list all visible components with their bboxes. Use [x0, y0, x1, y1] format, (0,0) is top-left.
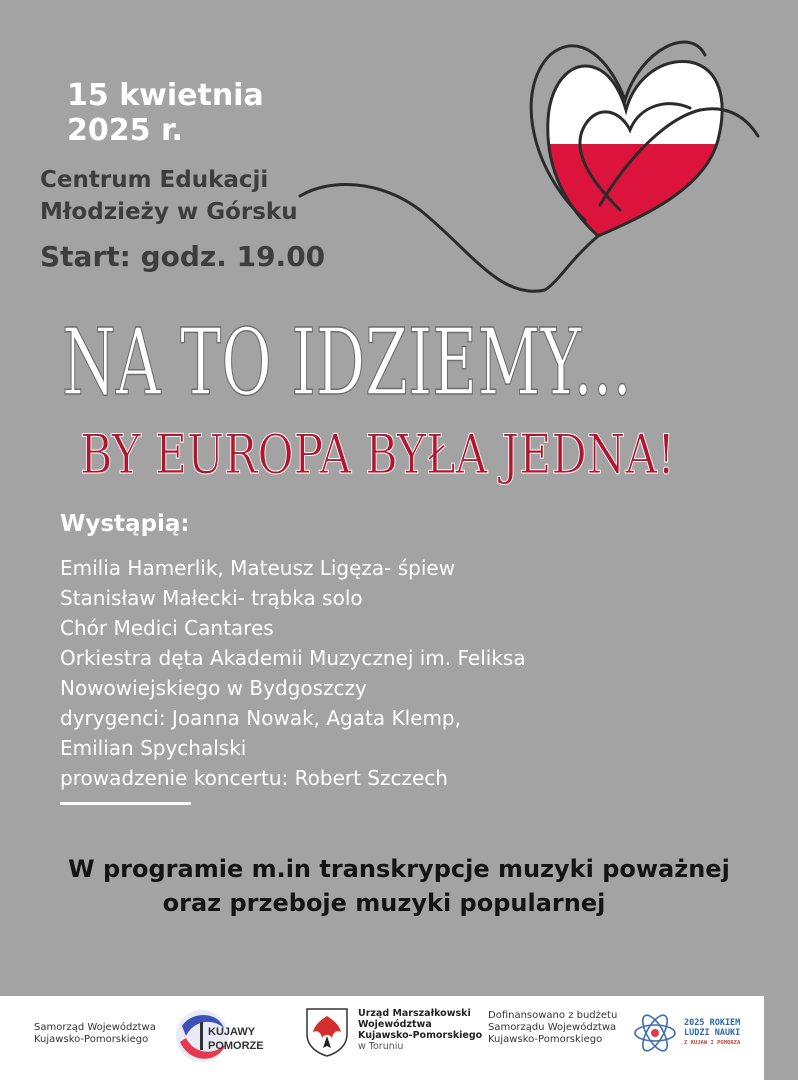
office-line: w Toruniu [358, 1041, 404, 1052]
performers-title: Wystąpią: [60, 511, 190, 537]
marshal-office [358, 1008, 482, 1052]
list-item: Chór Medici Cantares [60, 616, 274, 640]
sponsor-line: Kujawsko-Pomorskiego [34, 1034, 149, 1045]
pomorze-logo-text: POMORZE [208, 1040, 264, 1052]
funding-line: Dofinansowano z budżetu [488, 1010, 618, 1021]
science-line: Z KUJAW I POMORZA [684, 1040, 741, 1046]
subheadline [80, 418, 690, 488]
list-item: dyrygenci: Joanna Nowak, Agata Klemp, [60, 706, 461, 730]
headline-text: NA TO IDZIEMY... [62, 309, 632, 416]
program-line-1: W programie m.in transkrypcje muzyki poważnej [68, 855, 730, 883]
sponsor-line: Samorząd Województwa [34, 1022, 156, 1033]
funding-line: Kujawsko-Pomorskiego [488, 1034, 603, 1045]
venue-line-2: Młodzieży w Górsku [40, 199, 298, 225]
science-line: LUDZI NAUKI [684, 1028, 741, 1038]
list-item: Orkiestra dęta Akademii Muzycznej im. Feliksa [60, 646, 526, 670]
list-item: Emilia Hamerlik, Mateusz Ligęza- śpiew [60, 556, 456, 580]
polish-flag-heart-icon [0, 0, 764, 300]
list-item: Emilian Spychalski [60, 736, 247, 760]
venue-line-1: Centrum Edukacji [40, 167, 269, 193]
kujawy-logo-text: KUJAWY [208, 1026, 256, 1038]
event-start-time: Start: godz. 19.00 [40, 240, 326, 273]
kujawy-pomorze-logo [172, 1006, 282, 1066]
list-item: Stanisław Małecki- trąbka solo [60, 586, 363, 610]
sponsor-footer [0, 996, 764, 1080]
science-line: 2025 ROKIEM [684, 1018, 741, 1028]
event-date-year: 2025 r. [67, 113, 183, 148]
headline [62, 309, 702, 416]
program-description [0, 852, 798, 920]
divider [60, 802, 191, 805]
list-item: prowadzenie koncertu: Robert Szczech [60, 766, 448, 790]
funding-line: Samorządu Województwa [488, 1022, 617, 1033]
subheadline-text: BY EUROPA BYŁA JEDNA! [80, 423, 675, 486]
performers-list [60, 553, 526, 793]
atom-icon [630, 1008, 680, 1058]
event-date-day: 15 kwietnia [67, 78, 264, 113]
office-line: Kujawsko-Pomorskiego [358, 1030, 483, 1041]
office-line: Urząd Marszałkowski [358, 1008, 471, 1019]
office-line: Województwa [358, 1019, 432, 1030]
funding-note [488, 1010, 617, 1046]
list-item: Nowowiejskiego w Bydgoszczy [60, 676, 367, 700]
year-of-science-logo [684, 1018, 740, 1048]
program-line-2: oraz przeboje muzyki popularnej [162, 889, 606, 917]
coat-of-arms-icon [304, 1006, 350, 1058]
sponsor-regional-government [34, 1022, 156, 1046]
